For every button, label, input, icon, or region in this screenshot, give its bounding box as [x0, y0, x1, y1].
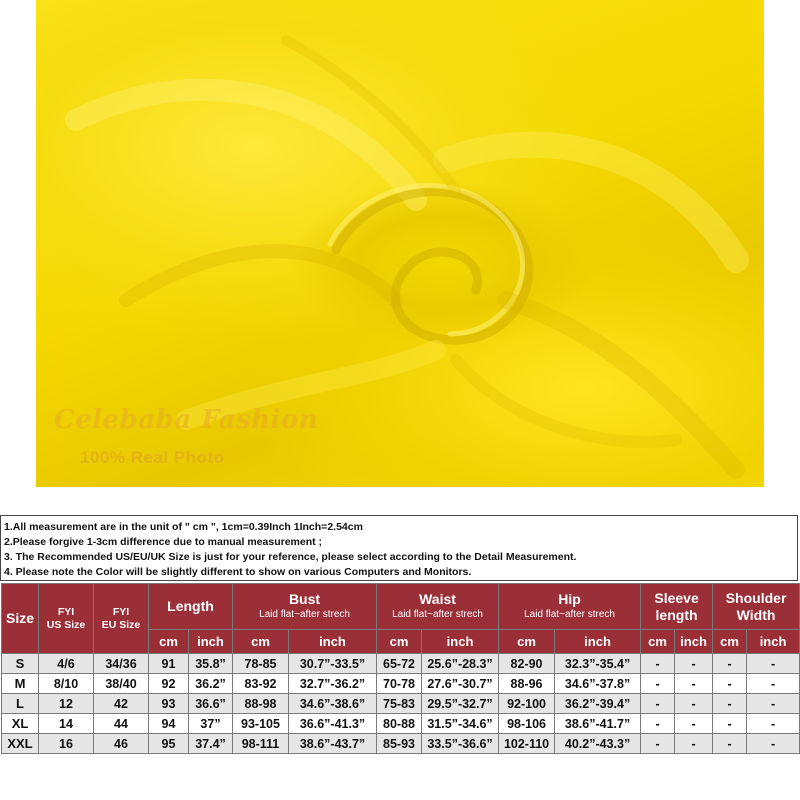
cell-bust-in: 30.7”-33.5”	[289, 654, 377, 674]
cell-sl-in: -	[675, 734, 713, 754]
size-rows	[2, 654, 800, 754]
cell-us: 4/6	[39, 654, 94, 674]
header-waist: Waist Laid flat~after strech	[377, 584, 499, 630]
cell-waist-cm: 80-88	[377, 714, 422, 734]
cell-sh-in: -	[747, 694, 800, 714]
cell-waist-in: 31.5”-34.6”	[422, 714, 499, 734]
cell-sh-in: -	[747, 654, 800, 674]
cell-waist-in: 25.6”-28.3”	[422, 654, 499, 674]
cell-waist-in: 27.6”-30.7”	[422, 674, 499, 694]
unit-shoulder-inch: inch	[747, 630, 800, 654]
cell-sl-cm: -	[641, 654, 675, 674]
table-row	[2, 734, 800, 754]
cell-hip-cm: 92-100	[499, 694, 555, 714]
cell-bust-in: 34.6”-38.6”	[289, 694, 377, 714]
cell-bust-in: 36.6”-41.3”	[289, 714, 377, 734]
product-photo-yellow-fabric	[36, 0, 764, 487]
cell-sh-cm: -	[713, 674, 747, 694]
cell-hip-in: 32.3”-35.4”	[555, 654, 641, 674]
cell-bust-in: 32.7”-36.2”	[289, 674, 377, 694]
cell-sh-in: -	[747, 734, 800, 754]
note-line-2: 2.Please forgive 1-3cm difference due to manual measurement ;	[4, 536, 323, 548]
cell-sl-in: -	[675, 694, 713, 714]
cell-waist-cm: 65-72	[377, 654, 422, 674]
cell-waist-cm: 85-93	[377, 734, 422, 754]
cell-hip-in: 34.6”-37.8”	[555, 674, 641, 694]
cell-hip-in: 40.2”-43.3”	[555, 734, 641, 754]
cell-hip-cm: 82-90	[499, 654, 555, 674]
cell-len-cm: 91	[149, 654, 189, 674]
size-chart-table	[1, 583, 800, 754]
note-line-4: 4. Please note the Color will be slightly different to show on various Computers and Monitors.	[4, 566, 472, 578]
size-label-cell: L	[2, 694, 39, 714]
table-row	[2, 654, 800, 674]
cell-bust-cm: 93-105	[233, 714, 289, 734]
header-sleeve-length: Sleeve length	[641, 584, 713, 630]
unit-length-cm: cm	[149, 630, 189, 654]
cell-waist-cm: 70-78	[377, 674, 422, 694]
header-eu-size: FYI EU Size	[94, 584, 149, 654]
cell-eu: 38/40	[94, 674, 149, 694]
cell-sh-in: -	[747, 714, 800, 734]
cell-len-cm: 92	[149, 674, 189, 694]
cell-len-in: 36.6”	[189, 694, 233, 714]
cell-len-cm: 95	[149, 734, 189, 754]
header-length: Length	[149, 584, 233, 630]
cell-sl-cm: -	[641, 734, 675, 754]
unit-hip-inch: inch	[555, 630, 641, 654]
unit-bust-inch: inch	[289, 630, 377, 654]
cell-bust-cm: 88-98	[233, 694, 289, 714]
cell-len-in: 37.4”	[189, 734, 233, 754]
unit-waist-cm: cm	[377, 630, 422, 654]
cell-len-in: 35.8”	[189, 654, 233, 674]
unit-sleeve-inch: inch	[675, 630, 713, 654]
size-label-cell: M	[2, 674, 39, 694]
cell-len-in: 36.2”	[189, 674, 233, 694]
unit-sleeve-cm: cm	[641, 630, 675, 654]
cell-sl-in: -	[675, 714, 713, 734]
cell-sl-cm: -	[641, 714, 675, 734]
cell-hip-cm: 102-110	[499, 734, 555, 754]
cell-us: 8/10	[39, 674, 94, 694]
cell-eu: 44	[94, 714, 149, 734]
cell-bust-cm: 78-85	[233, 654, 289, 674]
measurement-notes	[0, 515, 798, 581]
unit-waist-inch: inch	[422, 630, 499, 654]
note-line-3: 3. The Recommended US/EU/UK Size is just for your reference, please select according to the Detail Measurement.	[4, 551, 577, 563]
cell-sh-cm: -	[713, 694, 747, 714]
size-label-cell: XXL	[2, 734, 39, 754]
cell-sh-cm: -	[713, 654, 747, 674]
cell-sl-in: -	[675, 674, 713, 694]
cell-sl-cm: -	[641, 674, 675, 694]
header-size: Size	[2, 584, 39, 654]
header-bust: Bust Laid flat~after strech	[233, 584, 377, 630]
size-label-cell: S	[2, 654, 39, 674]
cell-bust-in: 38.6”-43.7”	[289, 734, 377, 754]
cell-waist-in: 33.5”-36.6”	[422, 734, 499, 754]
cell-sh-cm: -	[713, 734, 747, 754]
cell-len-cm: 94	[149, 714, 189, 734]
cell-us: 14	[39, 714, 94, 734]
cell-bust-cm: 83-92	[233, 674, 289, 694]
cell-waist-cm: 75-83	[377, 694, 422, 714]
note-line-1: 1.All measurement are in the unit of " cm ", 1cm=0.39Inch 1Inch=2.54cm	[4, 521, 363, 533]
watermark-brand: Celebaba Fashion	[54, 405, 319, 435]
unit-shoulder-cm: cm	[713, 630, 747, 654]
header-us-size: FYI US Size	[39, 584, 94, 654]
size-label-cell: XL	[2, 714, 39, 734]
cell-hip-cm: 98-106	[499, 714, 555, 734]
cell-hip-in: 36.2”-39.4”	[555, 694, 641, 714]
cell-us: 12	[39, 694, 94, 714]
header-row	[2, 584, 800, 630]
cell-sh-in: -	[747, 674, 800, 694]
unit-hip-cm: cm	[499, 630, 555, 654]
cell-eu: 42	[94, 694, 149, 714]
cell-hip-cm: 88-96	[499, 674, 555, 694]
table-row	[2, 714, 800, 734]
unit-length-inch: inch	[189, 630, 233, 654]
header-shoulder-width: Shoulder Width	[713, 584, 800, 630]
cell-waist-in: 29.5”-32.7”	[422, 694, 499, 714]
cell-eu: 46	[94, 734, 149, 754]
cell-us: 16	[39, 734, 94, 754]
unit-bust-cm: cm	[233, 630, 289, 654]
table-row	[2, 694, 800, 714]
cell-sl-cm: -	[641, 694, 675, 714]
cell-len-cm: 93	[149, 694, 189, 714]
header-hip: Hip Laid flat~after strech	[499, 584, 641, 630]
cell-hip-in: 38.6”-41.7”	[555, 714, 641, 734]
cell-eu: 34/36	[94, 654, 149, 674]
table-row	[2, 674, 800, 694]
cell-sh-cm: -	[713, 714, 747, 734]
cell-bust-cm: 98-111	[233, 734, 289, 754]
cell-len-in: 37”	[189, 714, 233, 734]
cell-sl-in: -	[675, 654, 713, 674]
watermark-real-photo: 100% Real Photo	[80, 448, 225, 467]
